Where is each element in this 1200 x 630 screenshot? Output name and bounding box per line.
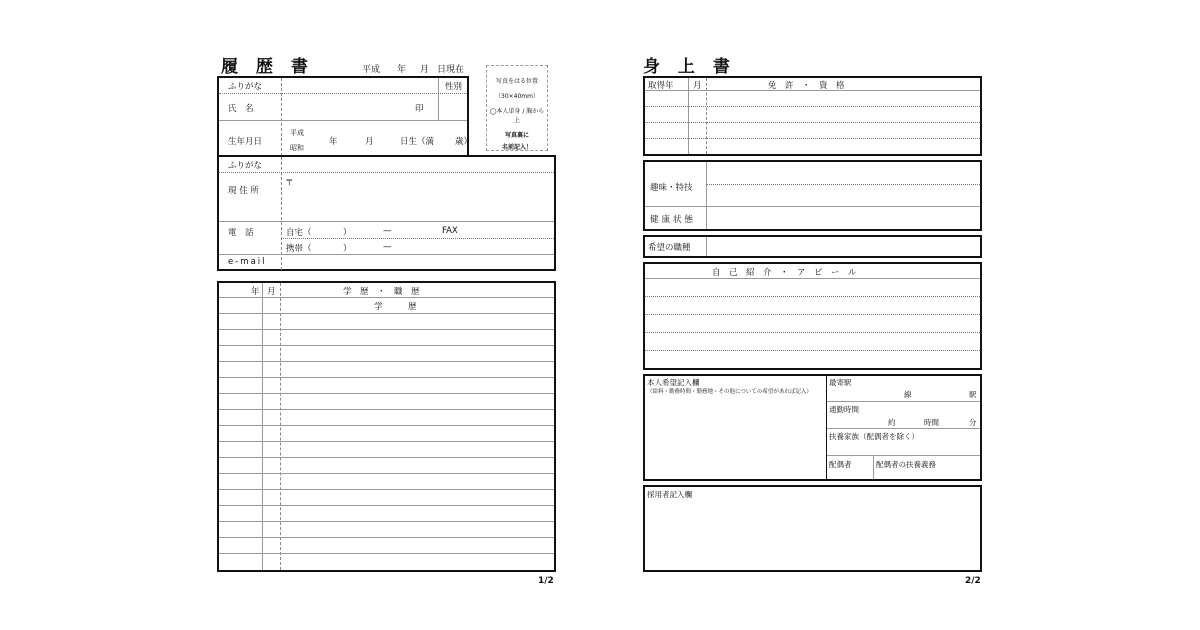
line-suffix: 線: [904, 390, 912, 399]
date-suffix: 日現在: [437, 65, 465, 75]
requests-note: （給料・勤務時間・勤務地・その他についての希望があれば記入）: [647, 389, 812, 395]
name-label: 氏 名: [228, 104, 254, 114]
furigana-label: ふりがな: [228, 82, 263, 92]
page1-title: 履 歴 書: [221, 57, 314, 77]
fax-label: FAX: [442, 226, 458, 236]
birth-era-showa: 昭和: [290, 144, 304, 152]
home-phone-label: 自宅（: [286, 228, 312, 238]
spouse-label: 配偶者: [829, 460, 852, 469]
spouse-support-label: 配偶者の扶養義務: [876, 460, 936, 469]
date-month: 月: [420, 65, 430, 75]
gender-label: 性別: [445, 82, 463, 92]
photo-line3: ◯本人単身 / 胸から上: [489, 108, 545, 124]
photo-line2: （30×40mm）: [495, 93, 539, 100]
page2-number: 2/2: [965, 576, 981, 586]
requests-title: 本人希望記入欄: [647, 378, 700, 387]
commute-minutes: 分: [969, 418, 977, 427]
desired-job-table: [643, 235, 982, 258]
date-year: 年: [397, 65, 407, 75]
commute-approx: 約: [888, 418, 896, 427]
commute-hours: 時間: [924, 418, 939, 427]
home-phone-dash: —: [383, 226, 392, 236]
license-month-header: 月: [693, 81, 702, 91]
mobile-phone-label: 携帯（: [286, 244, 312, 254]
health-label: 健康状態: [650, 215, 697, 225]
history-year-header: 年: [251, 287, 260, 297]
mobile-phone-paren: ）: [343, 244, 352, 254]
commute-time-label: 通勤時間: [829, 405, 859, 414]
station-suffix: 駅: [969, 390, 977, 399]
desired-job-label: 希望の職種: [648, 243, 691, 253]
page1-number: 1/2: [538, 576, 554, 586]
birth-era-heisei: 平成: [290, 129, 304, 137]
photo-line1: 写真をはる位置: [495, 78, 538, 85]
employer-label: 採用者記入欄: [647, 490, 692, 499]
photo-line4: 写真裏に: [504, 132, 529, 139]
photo-line5: 名前記入！: [501, 144, 532, 151]
birth-label: 生年月日: [228, 137, 263, 147]
history-month-header: 月: [267, 287, 276, 297]
page2-title: 身 上 書: [643, 57, 736, 77]
hobby-label: 趣味・特技: [650, 183, 693, 193]
dependents-label: 扶養家族（配偶者を除く）: [829, 432, 919, 441]
birth-month: 月: [365, 137, 374, 147]
birth-year: 年: [329, 137, 338, 147]
age-suffix: 歳）: [455, 137, 473, 147]
history-title-header: 学 歴 ・ 職 歴: [343, 287, 420, 297]
mobile-phone-dash: —: [383, 242, 392, 252]
date-era: 平成: [362, 65, 381, 75]
employer-table: [643, 485, 982, 572]
birth-suffix: 日生（満: [400, 137, 435, 147]
license-title-header: 免 許 ・ 資 格: [768, 81, 845, 91]
postal-mark: 〒: [285, 178, 294, 188]
photo-box: [486, 65, 548, 151]
history-sub-header: 学 歴: [374, 302, 417, 312]
station-label: 最寄駅: [829, 378, 852, 387]
history-table: [217, 281, 556, 572]
address-label: 現 住 所: [228, 186, 259, 196]
seal-mark: 印: [415, 104, 424, 114]
home-phone-paren: ）: [343, 228, 352, 238]
appeal-header: 自 己 紹 介 ・ ア ピ ー ル: [712, 268, 857, 278]
phone-label: 電 話: [228, 228, 254, 238]
email-label: e-mail: [228, 257, 267, 267]
license-year-header: 取得年: [648, 81, 674, 91]
furigana2-label: ふりがな: [228, 161, 263, 171]
